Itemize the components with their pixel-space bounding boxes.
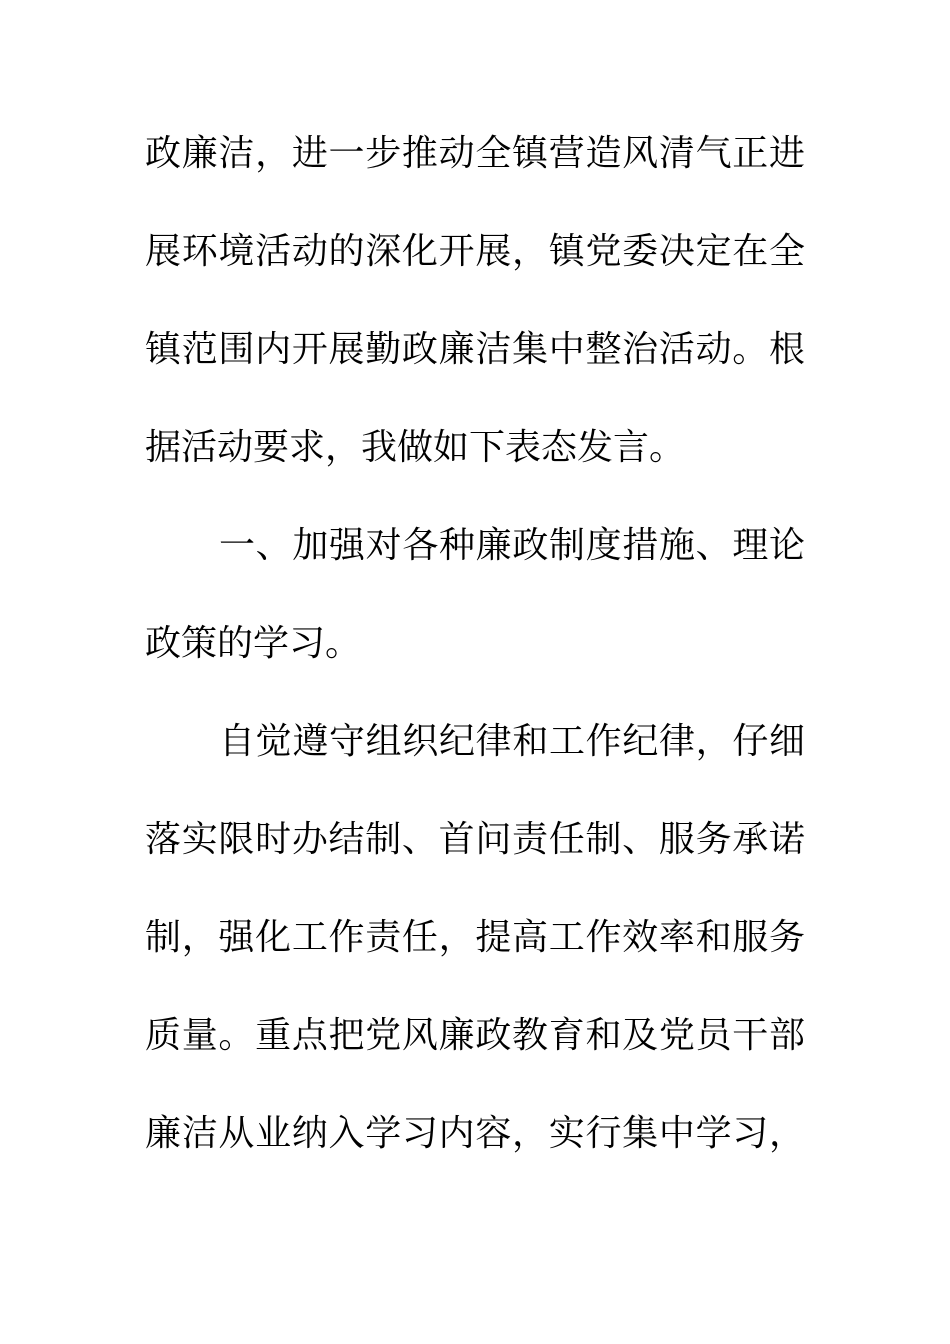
text-line: 制，强化工作责任，提高工作效率和服务: [145, 917, 805, 958]
section-heading: 一、加强对各种廉政制度措施、理论: [219, 525, 805, 566]
text-line: 镇范围内开展勤政廉洁集中整治活动。根: [145, 329, 805, 370]
text-line: 落实限时办结制、首问责任制、服务承诺: [145, 819, 805, 860]
text-line: 质量。重点把党风廉政教育和及党员干部: [145, 1015, 805, 1056]
text-line: 自觉遵守组织纪律和工作纪律，仔细: [219, 721, 805, 762]
text-line: 廉洁从业纳入学习内容，实行集中学习，: [145, 1113, 805, 1154]
document-body: [145, 122, 805, 1200]
text-line: 政策的学习。: [145, 623, 362, 664]
text-line: 据活动要求，我做如下表态发言。: [145, 427, 686, 468]
text-line: 政廉洁，进一步推动全镇营造风清气正进: [145, 133, 805, 174]
text-line: 展环境活动的深化开展，镇党委决定在全: [145, 231, 805, 272]
